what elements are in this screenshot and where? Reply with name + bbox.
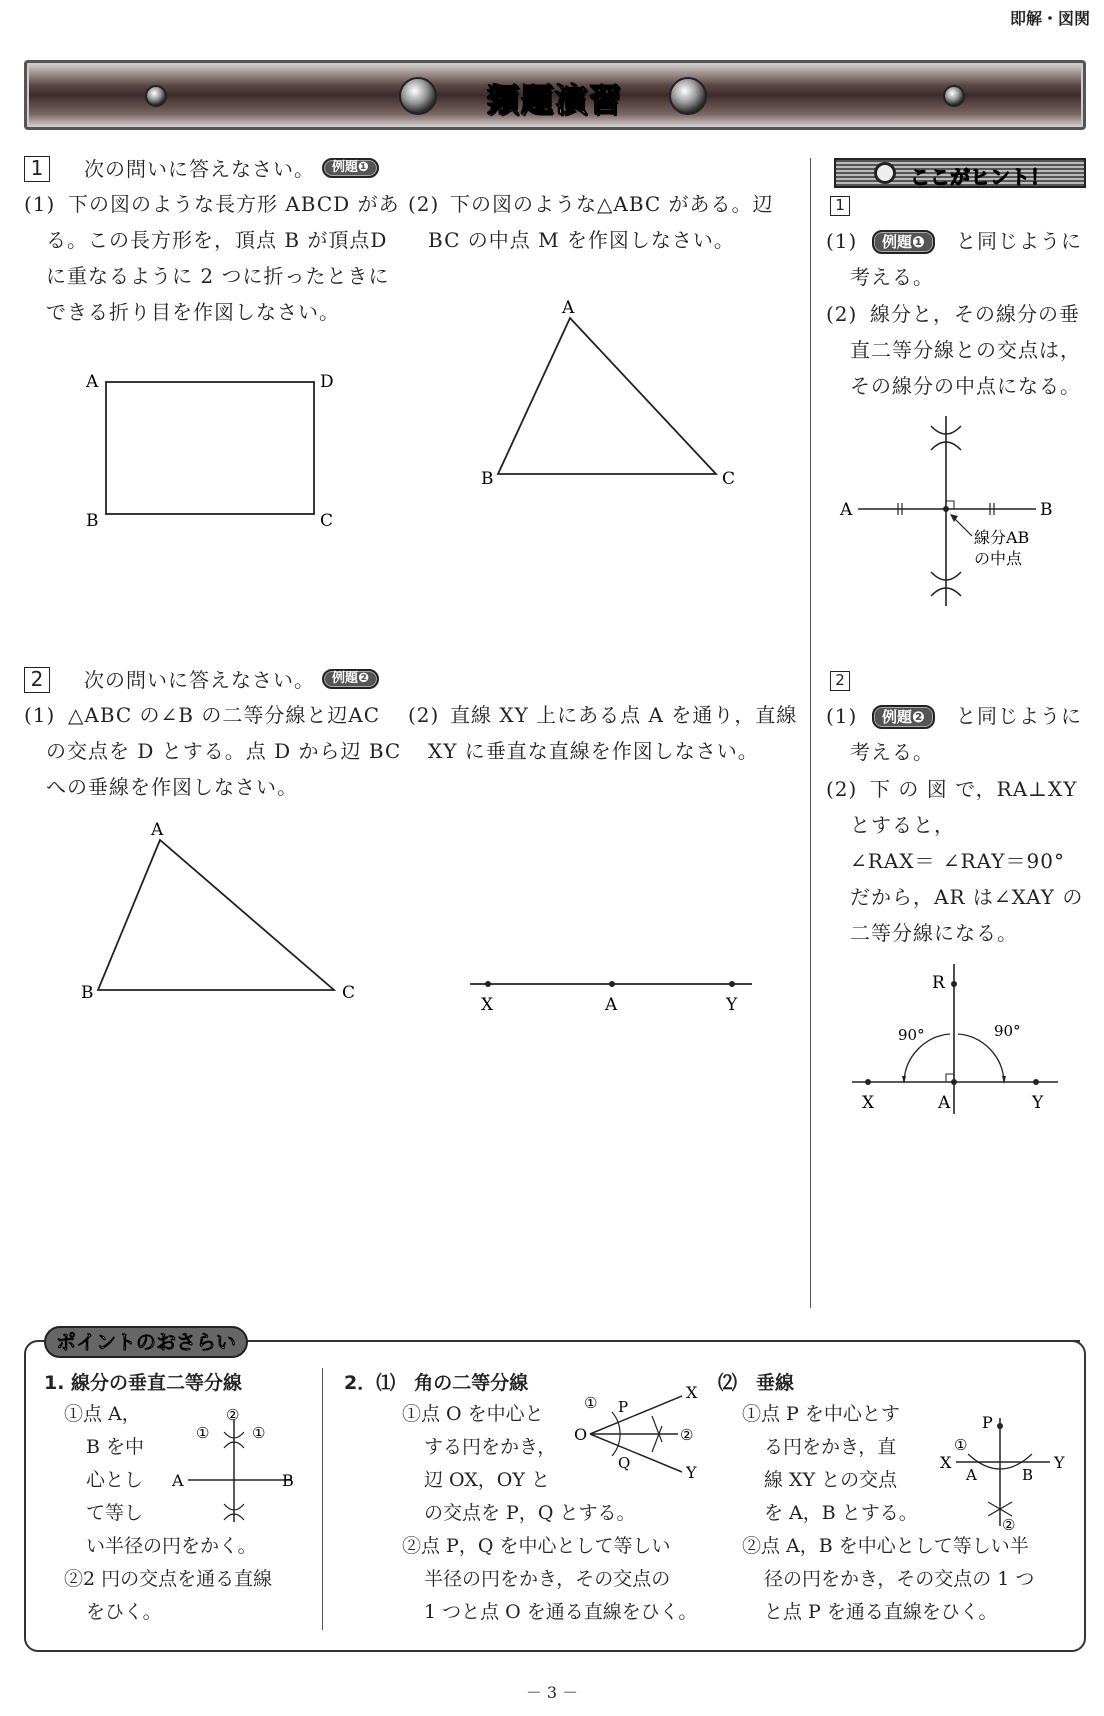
hint-section-number: 2 bbox=[830, 671, 850, 691]
triangle-abc-figure bbox=[76, 816, 366, 1006]
point-label: Y bbox=[1054, 1453, 1065, 1472]
problem-line: の交点を D とする。点 D から辺 BC bbox=[46, 739, 402, 763]
review-line: て等し bbox=[86, 1502, 144, 1524]
problem-number: (1) bbox=[24, 703, 56, 727]
angle-label: 90° bbox=[994, 1022, 1021, 1040]
problem-line: 下の図のような△ABC がある。辺 bbox=[450, 192, 774, 216]
bisector-hint-figure bbox=[836, 412, 1086, 612]
question-instruction: 次の問いに答えなさい。 bbox=[84, 157, 315, 181]
review-line: る円をかき，直 bbox=[764, 1436, 897, 1458]
point-label: A bbox=[172, 1471, 184, 1490]
review-line: 半径の円をかき，その交点の bbox=[424, 1568, 671, 1590]
banner-orb-icon bbox=[943, 85, 965, 107]
review-bisector-figure bbox=[168, 1404, 308, 1524]
review-line: い半径の円をかく。 bbox=[86, 1535, 257, 1557]
problem-line: への垂線を作図しなさい。 bbox=[46, 775, 298, 799]
problem-line: XY に垂直な直線を作図しなさい。 bbox=[428, 739, 759, 763]
hint-number: (1) bbox=[826, 704, 858, 728]
review-line: 線 XY との交点 bbox=[764, 1469, 898, 1491]
hint-number: (1) bbox=[826, 229, 858, 253]
vertex-label: D bbox=[320, 372, 334, 392]
point-label: O bbox=[574, 1425, 588, 1444]
point-label: B bbox=[1022, 1466, 1034, 1484]
review-line: と点 P を通る直線をひく。 bbox=[764, 1601, 998, 1623]
hint-section-number: 1 bbox=[830, 196, 850, 216]
vertex-label: B bbox=[481, 469, 494, 489]
vertex-label: C bbox=[342, 983, 356, 1003]
problem-number: (2) bbox=[408, 703, 440, 727]
review-angle-bisector-figure bbox=[566, 1382, 716, 1492]
hint-text: 考える。 bbox=[850, 740, 934, 764]
point-label: A bbox=[938, 1093, 951, 1113]
review-tag: ポイントのおさらい bbox=[44, 1326, 248, 1358]
column-divider bbox=[810, 158, 811, 1308]
review-line: する円をかき， bbox=[424, 1436, 557, 1458]
problem-line: 直線 XY 上にある点 A を通り，直線 bbox=[450, 703, 798, 727]
problem-number: (2) bbox=[408, 192, 440, 216]
point-label: Y bbox=[1032, 1093, 1044, 1113]
point-label: A bbox=[966, 1466, 977, 1484]
review-line: ①点 O を中心と bbox=[402, 1403, 544, 1425]
problem-line: BC の中点 M を作図しなさい。 bbox=[428, 228, 735, 252]
review-line: 1 つと点 O を通る直線をひく。 bbox=[424, 1601, 698, 1623]
hint-header bbox=[834, 158, 1086, 188]
step-label: ① bbox=[196, 1424, 210, 1442]
hint-line: 線分と，その線分の垂 bbox=[870, 302, 1080, 326]
point-label: A bbox=[605, 995, 618, 1015]
vertex-label: C bbox=[722, 469, 736, 489]
figure-note: の中点 bbox=[974, 549, 1023, 568]
example-badge: 例題❷ bbox=[322, 669, 379, 689]
hint-text: と同じように bbox=[956, 229, 1082, 253]
point-label: B bbox=[1040, 500, 1053, 520]
hint-title: ここがヒント！ bbox=[910, 165, 1050, 189]
review-line: 辺 OX，OY と bbox=[424, 1469, 550, 1491]
hint-text bbox=[850, 771, 1090, 951]
problem-text bbox=[46, 697, 406, 805]
review-heading: 2．⑴ 角の二等分線 bbox=[344, 1372, 529, 1394]
hint-number: (2) bbox=[826, 302, 858, 326]
step-label: ① bbox=[954, 1436, 968, 1454]
vertex-label: A bbox=[562, 298, 575, 318]
angle-label: 90° bbox=[898, 1026, 925, 1044]
review-heading: ⑵ 垂線 bbox=[718, 1372, 795, 1394]
review-heading: 1. 線分の垂直二等分線 bbox=[44, 1372, 243, 1394]
vertex-label: C bbox=[320, 511, 334, 531]
page-number: － 3 － bbox=[525, 1683, 579, 1702]
vertex-label: B bbox=[86, 511, 99, 531]
perpendicular-hint-figure bbox=[846, 958, 1066, 1118]
hint-line: 下 の 図 で，RA⊥XY bbox=[870, 777, 1078, 801]
review-line: ②2 円の交点を通る直線 bbox=[64, 1568, 273, 1590]
point-label: A bbox=[840, 500, 853, 520]
review-line: ②点 P，Q を中心として等しい bbox=[402, 1535, 671, 1557]
example-badge: 例題❶ bbox=[872, 230, 935, 254]
problem-line: る。この長方形を，頂点 B が頂点D bbox=[46, 228, 388, 252]
example-badge: 例題❷ bbox=[872, 705, 935, 729]
problem-number: (1) bbox=[24, 192, 56, 216]
hint-line: その線分の中点になる。 bbox=[850, 374, 1081, 398]
question-number: 1 bbox=[24, 156, 50, 182]
title-banner bbox=[24, 60, 1086, 130]
point-label: Y bbox=[686, 1463, 697, 1482]
step-label: ① bbox=[584, 1394, 598, 1412]
banner-title: 類題演習 bbox=[486, 81, 623, 119]
review-line: ①点 A， bbox=[64, 1403, 141, 1425]
review-line: B を中 bbox=[86, 1436, 145, 1458]
review-line: をひく。 bbox=[86, 1601, 162, 1623]
vertex-label: A bbox=[151, 820, 164, 840]
point-label: X bbox=[481, 995, 494, 1015]
review-perpendicular-figure bbox=[934, 1406, 1084, 1530]
example-badge: 例題❶ bbox=[322, 158, 379, 178]
hint-line: ∠RAX＝ ∠RAY＝90° bbox=[850, 849, 1065, 873]
review-line: ②点 A，B を中心として等しい半 bbox=[742, 1535, 1029, 1557]
figure-note: 線分AB bbox=[974, 528, 1030, 547]
review-line: ①点 P を中心とす bbox=[742, 1403, 900, 1425]
review-tag-rule bbox=[290, 1340, 1080, 1342]
review-line: の交点を P，Q とする。 bbox=[424, 1502, 636, 1524]
hint-text: と同じように bbox=[956, 704, 1082, 728]
review-line: を A，B とする。 bbox=[764, 1502, 918, 1524]
problem-line: 下の図のような長方形 ABCD があ bbox=[68, 192, 400, 216]
step-label: ② bbox=[680, 1426, 694, 1444]
problem-text bbox=[428, 186, 788, 258]
step-label: ① bbox=[252, 1424, 266, 1442]
problem-text bbox=[46, 186, 406, 330]
review-line: 心とし bbox=[86, 1469, 144, 1491]
point-label: X bbox=[940, 1453, 952, 1472]
hint-text: 考える。 bbox=[850, 265, 934, 289]
vertex-label: B bbox=[81, 983, 94, 1003]
point-label: P bbox=[982, 1413, 993, 1432]
point-label: X bbox=[862, 1093, 875, 1113]
step-label: ② bbox=[226, 1406, 240, 1424]
question-number: 2 bbox=[24, 667, 50, 693]
point-label: Q bbox=[618, 1454, 631, 1472]
hint-line: 直二等分線との交点は， bbox=[850, 338, 1081, 362]
banner-orb-icon bbox=[669, 77, 707, 115]
hint-number: (2) bbox=[826, 777, 858, 801]
hint-line: 二等分線になる。 bbox=[850, 921, 1018, 945]
vertex-label: A bbox=[86, 372, 99, 392]
review-line: 径の円をかき，その交点の 1 つ bbox=[764, 1568, 1035, 1590]
rectangle-abcd-figure bbox=[80, 366, 350, 536]
problem-line: に重なるように 2 つに折ったときに bbox=[46, 264, 390, 288]
line-xy-figure bbox=[460, 970, 760, 1020]
point-label: X bbox=[686, 1383, 698, 1402]
point-label: Y bbox=[726, 995, 738, 1015]
question-instruction: 次の問いに答えなさい。 bbox=[84, 668, 315, 692]
point-label: R bbox=[932, 973, 945, 993]
triangle-abc-figure bbox=[476, 296, 746, 496]
problem-text bbox=[428, 697, 808, 769]
hint-text bbox=[850, 296, 1090, 404]
problem-line: △ABC の∠B の二等分線と辺AC bbox=[68, 703, 381, 727]
point-label: B bbox=[282, 1471, 294, 1490]
corner-label: 即解・図関 bbox=[1009, 9, 1090, 28]
point-label: P bbox=[618, 1398, 629, 1416]
problem-line: できる折り目を作図しなさい。 bbox=[46, 300, 340, 324]
step-label: ② bbox=[1002, 1516, 1016, 1530]
hint-line: とすると， bbox=[850, 813, 955, 837]
review-divider bbox=[322, 1368, 323, 1630]
hint-line: だから，AR は∠XAY の bbox=[850, 885, 1084, 909]
